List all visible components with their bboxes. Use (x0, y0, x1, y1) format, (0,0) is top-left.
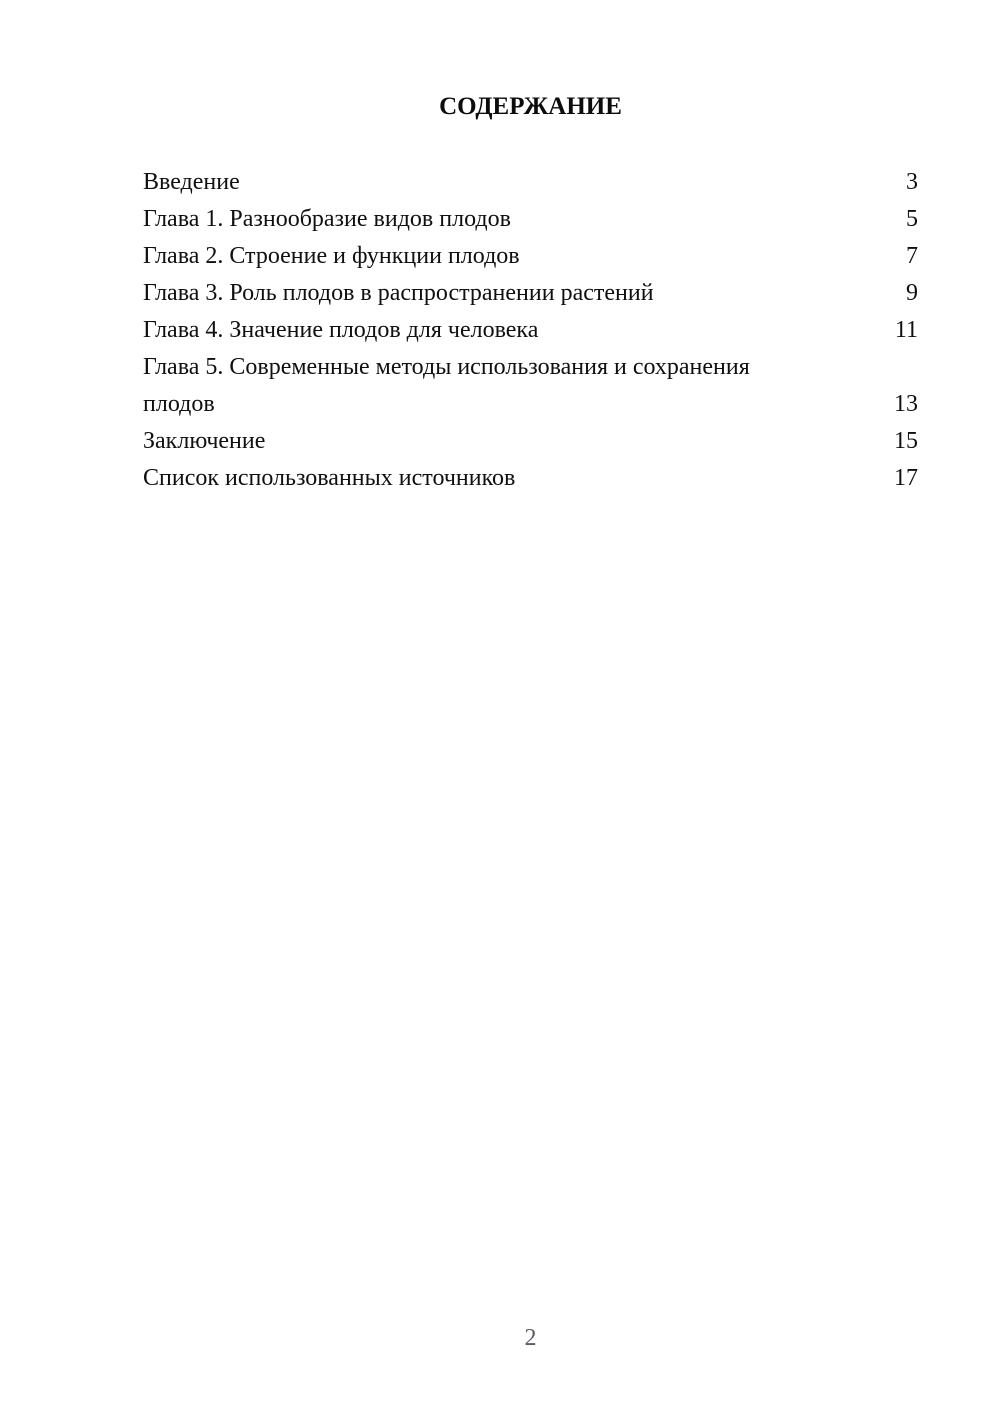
toc-entry-label: Введение (143, 169, 240, 195)
page-footer (143, 1323, 918, 1356)
toc-entry[interactable] (143, 460, 918, 497)
toc-entry-label: Заключение (143, 428, 266, 454)
toc-entry[interactable] (143, 275, 918, 312)
page-title: СОДЕРЖАНИЕ (439, 93, 622, 120)
toc-entry-page: 17 (894, 465, 918, 491)
toc-entry-label: Глава 3. Роль плодов в распространении растений (143, 280, 654, 306)
toc-entry-page: 13 (894, 391, 918, 417)
toc-entry-label: Глава 5. Современные методы использования и сохранения плодов (143, 354, 750, 417)
toc-entry[interactable] (143, 164, 918, 201)
toc-entry-label: Глава 2. Строение и функции плодов (143, 243, 520, 269)
toc-entry-page: 9 (906, 280, 918, 306)
toc-entry-label: Глава 4. Значение плодов для человека (143, 317, 539, 343)
toc-entry-page: 7 (906, 243, 918, 269)
toc-entry[interactable] (143, 238, 918, 275)
toc-entry[interactable] (143, 201, 918, 238)
toc-entry-page: 3 (906, 169, 918, 195)
page-number: 2 (524, 1325, 537, 1351)
toc-entry-page: 11 (894, 317, 918, 343)
toc-entry[interactable] (143, 349, 918, 423)
toc-entry-label: Список использованных источников (143, 465, 516, 491)
toc-list (143, 164, 918, 497)
toc-entry-page: 5 (906, 206, 918, 232)
toc-entry-page: 15 (894, 428, 918, 454)
toc-entry[interactable] (143, 312, 918, 349)
toc-entry-label: Глава 1. Разнообразие видов плодов (143, 206, 511, 232)
toc-entry[interactable] (143, 423, 918, 460)
